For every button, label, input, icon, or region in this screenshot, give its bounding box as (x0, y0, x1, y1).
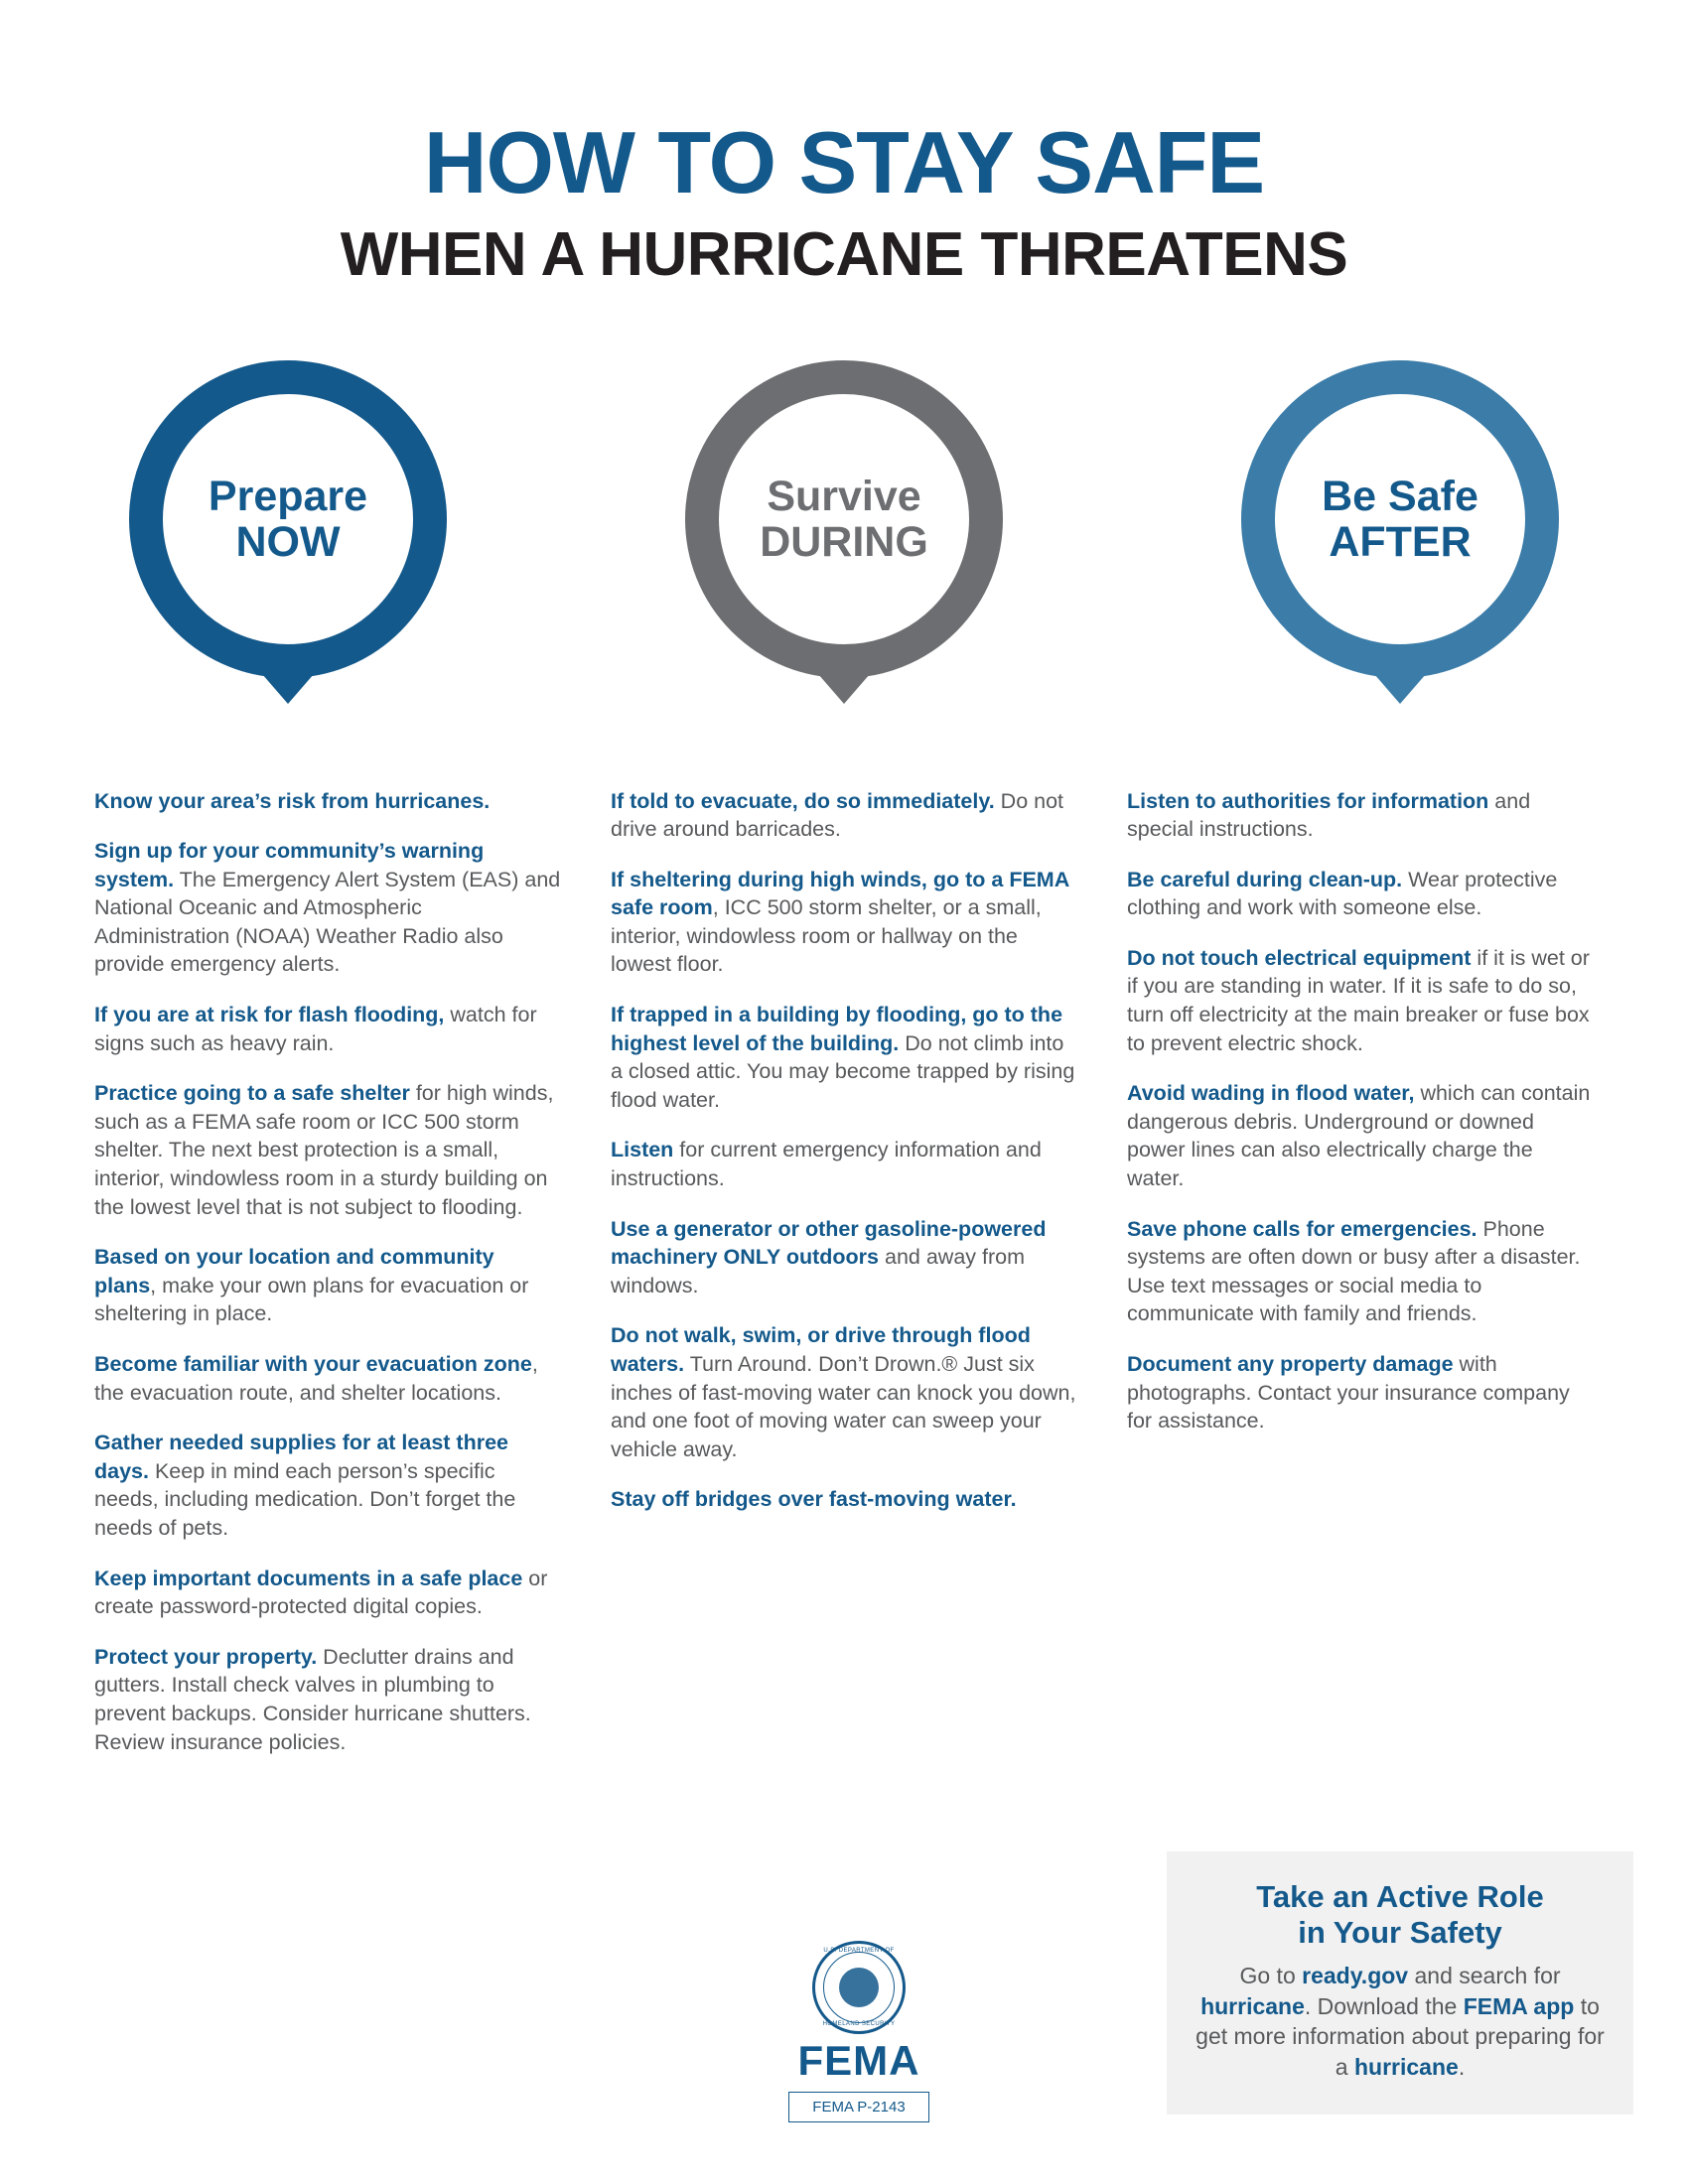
tip-item (611, 866, 1077, 979)
active-role-title-line2: in Your Safety (1298, 1915, 1502, 1951)
tip-item (611, 1321, 1077, 1463)
fema-wordmark: FEMA (797, 2037, 920, 2084)
phase-label-line2: NOW (235, 518, 341, 566)
page-subtitle: WHEN A HURRICANE THREATENS (340, 220, 1348, 289)
tip-lead: Know your area’s risk from hurricanes. (94, 788, 491, 813)
phase-survive (680, 360, 1008, 704)
ar-text-2: and search for (1408, 1962, 1561, 1988)
down-arrow-icon (818, 674, 870, 704)
tip-item (94, 837, 561, 979)
tip-lead: Gather needed supplies for at least three days. (94, 1431, 508, 1483)
tip-item (94, 1429, 561, 1542)
tip-lead: If sheltering during high winds, go to a FEMA safe room (611, 867, 1069, 920)
tip-body: for current emergency information and instructions. (611, 1138, 1042, 1191)
ar-text-4: to get more information about preparing for a (1196, 1992, 1605, 2081)
phase-circles (55, 360, 1633, 704)
tip-body: Do not climb into a closed attic. You may become trapped by rising flood water. (611, 1030, 1075, 1112)
tip-body: if it is wet or if you are standing in water. If it is safe to do so, turn off electricity at the main breaker or fuse box to prevent electric shock. (1127, 945, 1590, 1055)
active-role-body (1193, 1961, 1608, 2083)
tip-item (1127, 866, 1594, 922)
phase-label-line1: Prepare (208, 472, 368, 520)
ar-bold-hurricane-1: hurricane (1200, 1992, 1305, 2019)
ar-bold-fema-app: FEMA app (1463, 1992, 1575, 2019)
tip-item (611, 1001, 1077, 1114)
tip-lead: Sign up for your community’s warning system. (94, 839, 485, 891)
down-arrow-icon (262, 674, 314, 704)
tip-item (94, 1001, 561, 1057)
tips-columns (55, 765, 1633, 1778)
tip-lead: Be careful during clean-up. (1127, 867, 1403, 891)
tip-lead: Do not touch electrical equipment (1127, 945, 1472, 970)
tip-lead: Document any property damage (1127, 1352, 1454, 1376)
tip-body: which can contain dangerous debris. Underground or downed power lines can also electrically charge the water. (1127, 1081, 1591, 1191)
tip-item (1127, 1079, 1594, 1192)
ar-text-3: . Download the (1304, 1992, 1464, 2019)
ar-text-1: Go to (1239, 1962, 1303, 1988)
tip-body: with photographs. Contact your insurance company for assistance. (1127, 1352, 1570, 1433)
tip-body: , ICC 500 storm shelter, or a small, interior, windowless room or hallway on the lowest floor. (611, 895, 1042, 977)
tip-item (94, 1565, 561, 1621)
tip-item (94, 1643, 561, 1756)
page-title: HOW TO STAY SAFE (423, 113, 1265, 211)
tips-column-after (1127, 765, 1594, 1778)
phase-prepare (124, 360, 452, 704)
tip-body: and special instructions. (1127, 788, 1531, 842)
active-role-title-line1: Take an Active Role (1256, 1879, 1544, 1915)
tip-item (1127, 1215, 1594, 1328)
tip-lead: Based on your location and community plans (94, 1245, 494, 1297)
tip-body: Turn Around. Don’t Drown.® Just six inches of fast-moving water can knock you down, and one foot of moving water can sweep your vehicle away. (611, 1352, 1076, 1461)
phase-label-line2: AFTER (1329, 518, 1472, 566)
tip-body: watch for signs such as heavy rain. (94, 1003, 537, 1055)
tips-column-survive (611, 765, 1077, 1778)
tip-item (94, 1243, 561, 1328)
tips-column-prepare (94, 765, 561, 1778)
tip-item (94, 1350, 561, 1407)
phase-circle-survive (685, 360, 1003, 678)
fema-logo (740, 1941, 978, 2122)
tip-item (611, 1485, 1077, 1514)
tip-body: for high winds, such as a FEMA safe room or ICC 500 storm shelter. The next best protection is a small, interior, windowless room in a sturdy building on the lowest level that is not subject to flooding. (94, 1081, 554, 1219)
tip-body: , the evacuation route, and shelter locations. (94, 1352, 538, 1405)
tip-body: Declutter drains and gutters. Install check valves in plumbing to prevent backups. Consider hurricane shutters. Review insurance policies. (94, 1644, 531, 1754)
seal-bottom-text: HOMELAND SECURITY (822, 2021, 896, 2027)
dhs-seal-icon (812, 1941, 906, 2034)
tip-item (1127, 944, 1594, 1057)
phase-circle-after (1241, 360, 1559, 678)
tip-body: The Emergency Alert System (EAS) and National Oceanic and Atmospheric Administration (NOAA) Weather Radio also provide emergency alerts. (94, 867, 561, 977)
tip-lead: Stay off bridges over fast-moving water. (611, 1487, 1017, 1512)
tip-lead: Listen (611, 1138, 674, 1162)
tip-item (1127, 1350, 1594, 1435)
ar-text-5: . (1458, 2054, 1466, 2081)
tip-lead: If trapped in a building by flooding, go to the highest level of the building. (611, 1003, 1063, 1055)
seal-top-text: U.S. DEPARTMENT OF (823, 1948, 895, 1954)
active-role-box (1167, 1851, 1633, 2115)
phase-label-line2: DURING (760, 518, 928, 566)
title-block (55, 0, 1633, 289)
tip-body: and away from windows. (611, 1245, 1025, 1297)
tip-lead: Avoid wading in flood water, (1127, 1081, 1415, 1106)
tip-lead: Become familiar with your evacuation zone (94, 1352, 532, 1376)
tip-item (94, 1079, 561, 1221)
ar-bold-ready-gov: ready.gov (1302, 1962, 1409, 1988)
tip-lead: Use a generator or other gasoline-powered machinery ONLY outdoors (611, 1216, 1047, 1270)
phase-label-line1: Be Safe (1322, 472, 1478, 520)
tip-lead: Practice going to a safe shelter (94, 1081, 410, 1106)
tip-lead: Protect your property. (94, 1644, 318, 1669)
tip-item (611, 787, 1077, 844)
tip-item (94, 787, 561, 816)
tip-body: Wear protective clothing and work with someone else. (1127, 867, 1558, 920)
ar-bold-hurricane-2: hurricane (1353, 2054, 1459, 2081)
tip-item (1127, 787, 1594, 844)
tip-lead: Do not walk, swim, or drive through flood waters. (611, 1323, 1031, 1376)
tip-lead: Keep important documents in a safe place (94, 1566, 523, 1590)
active-role-title (1193, 1879, 1608, 1950)
phase-after (1236, 360, 1564, 704)
tip-body: Keep in mind each person’s specific needs, including medication. Don’t forget the needs of pets. (94, 1458, 516, 1540)
footer (55, 1854, 1633, 2122)
publication-number: FEMA P-2143 (788, 2092, 929, 2122)
tip-item (611, 1136, 1077, 1192)
tip-body: Do not drive around barricades. (611, 788, 1064, 842)
tip-body: or create password-protected digital copies. (94, 1566, 548, 1619)
tip-lead: If told to evacuate, do so immediately. (611, 788, 995, 813)
tip-body: , make your own plans for evacuation or sheltering in place. (94, 1273, 529, 1326)
tip-item (611, 1215, 1077, 1300)
down-arrow-icon (1374, 674, 1426, 704)
tip-lead: If you are at risk for flash flooding, (94, 1003, 445, 1027)
tip-lead: Listen to authorities for information (1127, 788, 1489, 813)
tip-lead: Save phone calls for emergencies. (1127, 1216, 1477, 1241)
phase-label-line1: Survive (767, 472, 921, 520)
tip-body: Phone systems are often down or busy after a disaster. Use text messages or social media to communicate with family and friends. (1127, 1216, 1581, 1326)
phase-circle-prepare (129, 360, 447, 678)
